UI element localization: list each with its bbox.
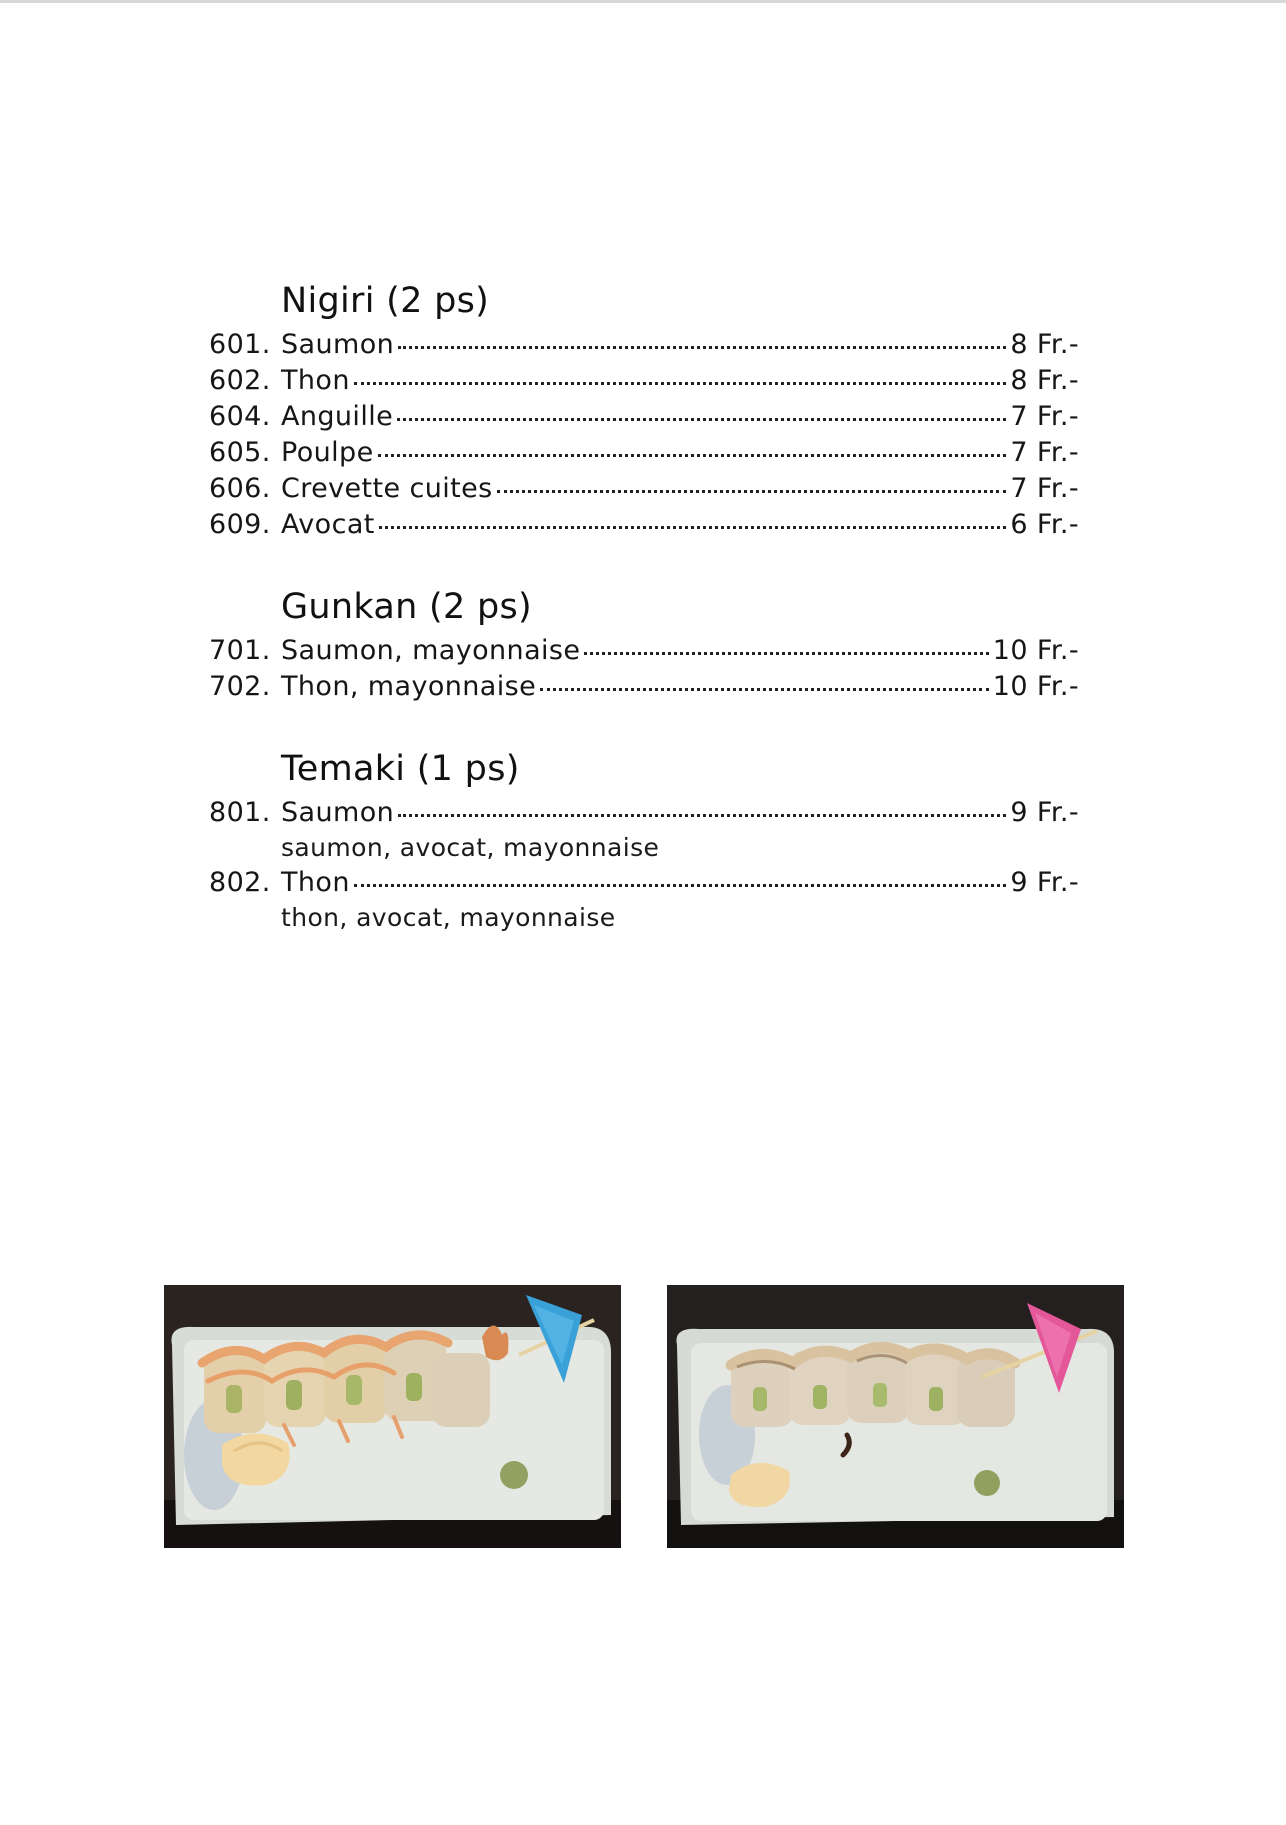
item-number: 701. [209,635,271,666]
item-price: 10 Fr.- [992,671,1079,702]
item-name: Anguille [281,401,394,432]
item-number: 605. [209,437,271,468]
sushi-plate-image [164,1285,621,1548]
item-price: 8 Fr.- [1010,329,1079,360]
menu-item [209,363,1079,399]
item-number: 601. [209,329,271,360]
dot-leader [378,454,1007,457]
item-number: 602. [209,365,271,396]
menu [209,275,1079,973]
section-nigiri [209,275,1079,543]
item-price: 7 Fr.- [1010,401,1079,432]
menu-item [209,435,1079,471]
dot-leader [379,526,1007,529]
menu-item [209,327,1079,363]
item-price: 7 Fr.- [1010,473,1079,504]
item-name: Saumon, mayonnaise [281,635,581,666]
menu-item [209,865,1079,901]
item-price: 9 Fr.- [1010,867,1079,898]
item-number: 702. [209,671,271,702]
item-name: Thon, mayonnaise [281,671,537,702]
dot-leader [398,346,1006,349]
dot-leader [584,652,988,655]
section-title: Gunkan (2 ps) [281,587,532,627]
item-name: Avocat [281,509,375,540]
item-number: 604. [209,401,271,432]
section-gunkan [209,581,1079,705]
section-title: Temaki (1 ps) [281,749,520,789]
item-price: 7 Fr.- [1010,437,1079,468]
menu-item [209,507,1079,543]
dot-leader [354,382,1006,385]
section-title: Nigiri (2 ps) [281,281,490,321]
item-description: saumon, avocat, mayonnaise [281,833,660,862]
sushi-roll-photo-left [164,1285,621,1548]
item-name: Poulpe [281,437,374,468]
item-name: Saumon [281,797,395,828]
item-price: 8 Fr.- [1010,365,1079,396]
dot-leader [540,688,989,691]
item-number: 606. [209,473,271,504]
item-number: 802. [209,867,271,898]
item-number: 609. [209,509,271,540]
item-price: 6 Fr.- [1010,509,1079,540]
page-top-border [0,0,1286,3]
item-description: thon, avocat, mayonnaise [281,903,616,932]
section-temaki [209,743,1079,935]
menu-item [209,399,1079,435]
item-price: 10 Fr.- [992,635,1079,666]
dot-leader [398,814,1006,817]
item-name: Saumon [281,329,395,360]
sushi-roll-photo-right [667,1285,1124,1548]
item-name: Crevette cuites [281,473,493,504]
item-price: 9 Fr.- [1010,797,1079,828]
dot-leader [354,884,1006,887]
menu-item [209,633,1079,669]
item-name: Thon [281,365,350,396]
sushi-plate-image [667,1285,1124,1548]
dot-leader [497,490,1007,493]
menu-item [209,471,1079,507]
item-number: 801. [209,797,271,828]
dot-leader [397,418,1006,421]
item-name: Thon [281,867,350,898]
menu-item [209,795,1079,831]
menu-item [209,669,1079,705]
